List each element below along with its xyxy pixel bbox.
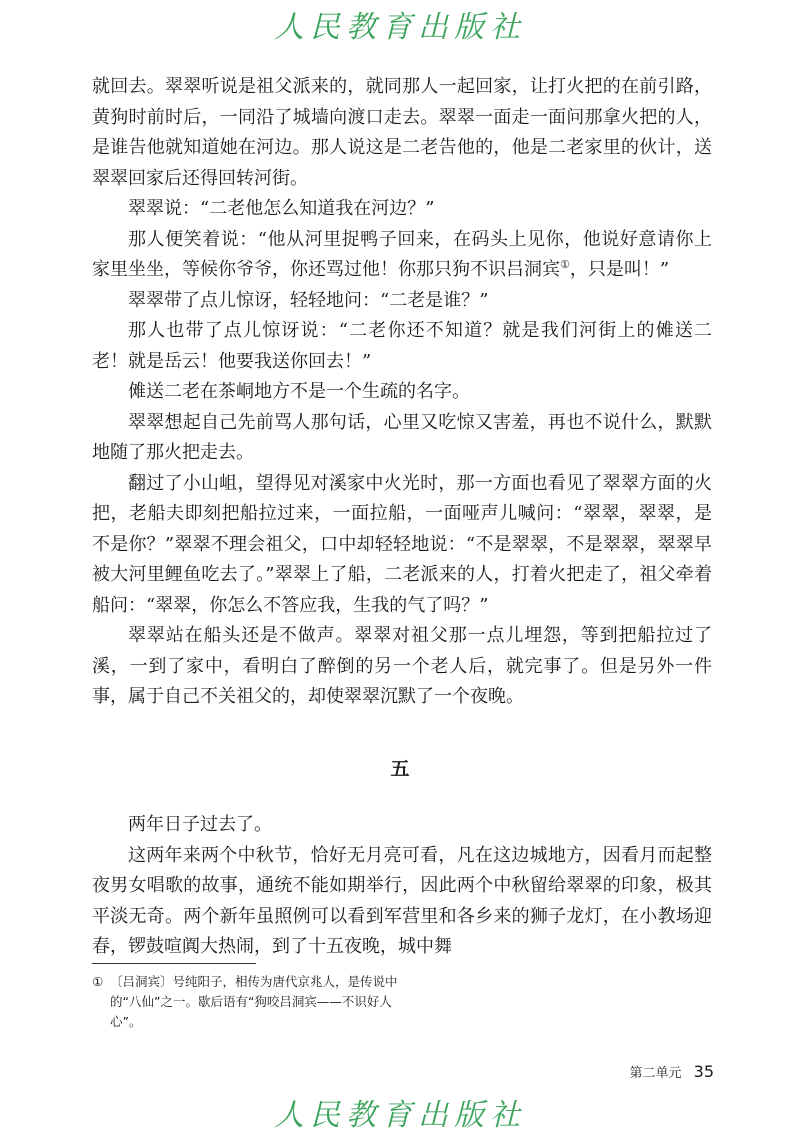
page-number: 35 — [693, 1062, 714, 1081]
page-footer — [629, 1062, 714, 1081]
footnote-number: ① — [92, 974, 104, 989]
section-title: 五 — [390, 758, 410, 780]
paragraph: 翠翠想起自己先前骂人那句话，心里又吃惊又害羞，再也不说什么，默默地随了那火把走去。 — [92, 411, 712, 463]
paragraph — [92, 225, 712, 286]
paragraph-text: ，只是叫！” — [569, 259, 670, 280]
paragraph: 就回去。翠翠听说是祖父派来的，就同那人一起回家，让打火把的在前引路，黄狗时前时后，一同沿了城墙向渡口走去。翠翠一面走一面问那拿火把的人，是谁告他就知道她在河边。那人说这是二老告他的，他是二老家里的伙计，送翠翠回家后还得回转河街。 — [92, 76, 712, 189]
publisher-logo-bottom: 人民教育出版社 — [274, 1098, 526, 1133]
paragraph: 这两年来两个中秋节，恰好无月亮可看，凡在这边城地方，因看月而起整夜男女唱歌的故事，通统不能如期举行，因此两个中秋留给翠翠的印象，极其平淡无奇。两个新年虽照例可以看到军营里和各乡来的狮子龙灯，在小教场迎春，锣鼓喧阗大热闹，到了十五夜晚，城中舞 — [92, 844, 712, 957]
paragraph: 翠翠说：“二老他怎么知道我在河边？” — [128, 198, 435, 219]
paragraph: 两年日子过去了。 — [128, 814, 272, 835]
footnote-text: 〔吕洞宾〕号纯阳子，相传为唐代京兆人，是传说中的“八仙”之一。歇后语有“狗咬吕洞宾——不识好人心”。 — [110, 974, 398, 1029]
unit-label: 第二单元 — [629, 1066, 682, 1081]
publisher-logo-top: 人民教育出版社 — [274, 10, 526, 45]
paragraph: 傩送二老在茶峒地方不是一个生疏的名字。 — [128, 381, 470, 402]
footnote-ref[interactable]: ① — [560, 258, 570, 271]
paragraph: 翻过了小山岨，望得见对溪家中火光时，那一方面也看见了翠翠方面的火把，老船夫即刻把船拉过来，一面拉船，一面哑声儿喊问：“翠翠，翠翠，是不是你？”翠翠不理会祖父，口中却轻轻地说：“不是翠翠，不是翠翠，翠翠早被大河里鲤鱼吃去了。”翠翠上了船，二老派来的人，打着火把走了，祖父牵着船问：“翠翠，你怎么不答应我，生我的气了吗？” — [92, 472, 712, 616]
paragraph: 那人也带了点儿惊讶说：“二老你还不知道？就是我们河街上的傩送二老！就是岳云！他要我送你回去！” — [92, 320, 712, 372]
footnote — [92, 972, 422, 1032]
main-text-section-5 — [92, 810, 712, 963]
footnote-divider — [92, 963, 256, 964]
main-text — [92, 72, 712, 713]
paragraph-text: 那人便笑着说：“他从河里捉鸭子回来，在码头上见你，他说好意请你上家里坐坐，等候你爷爷，你还骂过他！你那只狗不识吕洞宾 — [92, 228, 712, 280]
paragraph: 翠翠带了点儿惊讶，轻轻地问：“二老是谁？” — [128, 289, 489, 311]
paragraph: 翠翠站在船头还是不做声。翠翠对祖父那一点儿埋怨，等到把船拉过了溪，一到了家中，看明白了醉倒的另一个老人后，就完事了。但是另外一件事，属于自己不关祖父的，却使翠翠沉默了一个夜晚。 — [92, 625, 712, 707]
